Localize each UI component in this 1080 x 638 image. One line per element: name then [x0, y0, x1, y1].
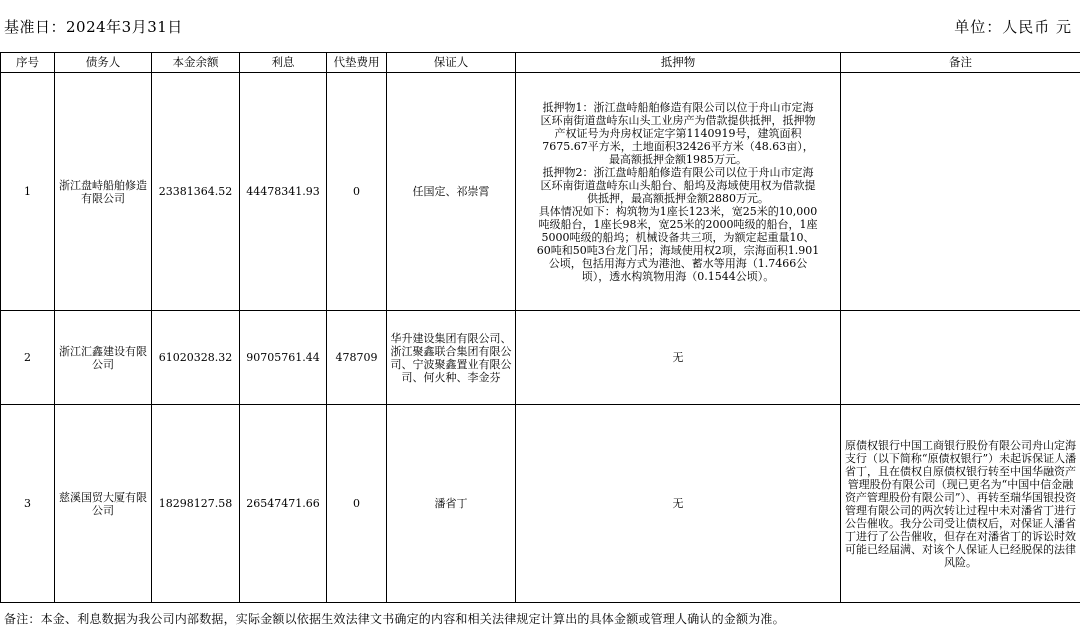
- cell-note: [841, 311, 1080, 405]
- base-date: 基准日：2024年3月31日: [4, 18, 183, 36]
- cell-advance-fee: 478709: [327, 311, 387, 405]
- col-header-debtor: 债务人: [55, 53, 152, 73]
- cell-interest: 44478341.93: [240, 73, 327, 311]
- cell-collateral: 无: [516, 405, 841, 603]
- cell-guarantor: 华升建设集团有限公司、浙江聚鑫联合集团有限公司、宁波聚鑫置业有限公司、何火种、李金芬: [387, 311, 516, 405]
- cell-no: 2: [1, 311, 55, 405]
- col-header-no: 序号: [1, 53, 55, 73]
- col-header-guarantor: 保证人: [387, 53, 516, 73]
- table-row: [1, 73, 1080, 311]
- cell-interest: 26547471.66: [240, 405, 327, 603]
- cell-advance-fee: 0: [327, 73, 387, 311]
- cell-debtor: 浙江汇鑫建设有限公司: [55, 311, 152, 405]
- cell-interest: 90705761.44: [240, 311, 327, 405]
- cell-principal: 18298127.58: [152, 405, 240, 603]
- currency-unit: 单位：人民币 元: [954, 18, 1072, 36]
- col-header-note: 备注: [841, 53, 1080, 73]
- table-row: [1, 311, 1080, 405]
- cell-guarantor: 任国定、祁崇霄: [387, 73, 516, 311]
- cell-collateral: 无: [516, 311, 841, 405]
- cell-debtor: 慈溪国贸大厦有限公司: [55, 405, 152, 603]
- cell-guarantor: 潘省丁: [387, 405, 516, 603]
- cell-no: 1: [1, 73, 55, 311]
- col-header-advance-fee: 代垫费用: [327, 53, 387, 73]
- cell-advance-fee: 0: [327, 405, 387, 603]
- footer-note: 备注：本金、利息数据为我公司内部数据，实际金额以依据生效法律文书确定的内容和相关法律规定计算出的具体金额或管理人确认的金额为准。: [4, 612, 785, 626]
- cell-note: [841, 73, 1080, 311]
- cell-principal: 61020328.32: [152, 311, 240, 405]
- table-header-row: [1, 53, 1080, 73]
- table-row: [1, 405, 1080, 603]
- col-header-collateral: 抵押物: [516, 53, 841, 73]
- cell-debtor: 浙江盘峙船舶修造有限公司: [55, 73, 152, 311]
- col-header-principal: 本金余额: [152, 53, 240, 73]
- col-header-interest: 利息: [240, 53, 327, 73]
- cell-note: 原债权银行中国工商银行股份有限公司舟山定海支行（以下简称“原债权银行”）未起诉保证人潘省丁，且在债权自原债权银行转至中国华融资产管理股份有限公司（现已更名为“中国中信金融资产管理股份有限公司”）、再转至瑞华国银投资管理有限公司的两次转让过程中未对潘省丁进行公告催收。我分公司受让债权后，对保证人潘省丁进行了公告催收，但存在对潘省丁的诉讼时效可能已经届满、对该个人保证人已经脱保的法律风险。: [841, 405, 1080, 603]
- cell-principal: 23381364.52: [152, 73, 240, 311]
- report-header: [0, 0, 1080, 50]
- cell-no: 3: [1, 405, 55, 603]
- cell-collateral: 抵押物1：浙江盘峙船舶修造有限公司以位于舟山市定海 区环南街道盘峙东山头工业房产为借款提供抵押，抵押物 产权证号为舟房权证定字第1140919号，建筑面积 7675.67平方米，土地面积32426平方米（48.63亩）， 最高额抵押金额1985万元。 抵押物2：浙江盘峙船舶修造有限公司以位于舟山市定海 区环南街道盘峙东山头船台、船坞及海域使用权为借款提 供抵押，最高额抵押金额2880万元。 具体情况如下：构筑物为1座长123米，宽25米的10,000 吨级船台，1座长98米，宽25米的2000吨级的船台，1座 5000吨级的船坞；机械设备共三项，为额定起重量10、 60吨和50吨3台龙门吊；海域使用权2项，宗海面积1.901 公顷，包括用海方式为港池、蓄水等用海（1.7466公 顷），透水构筑物用海（0.1544公顷）。: [516, 73, 841, 311]
- debt-table: [0, 52, 1080, 603]
